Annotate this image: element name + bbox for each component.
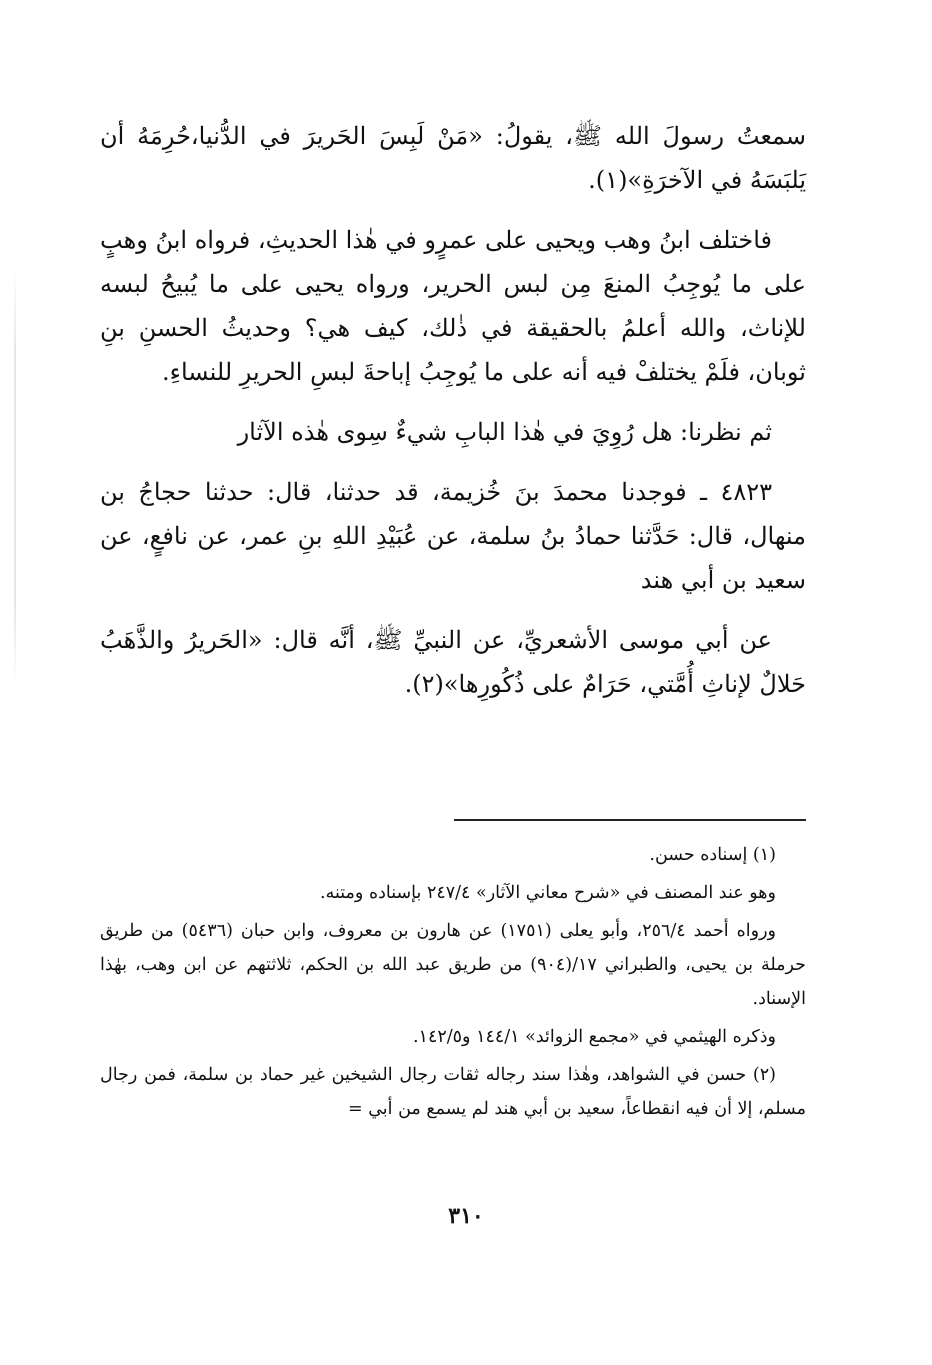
footnote-1-references: ورواه أحمد ٢٥٦/٤، وأبو يعلى (١٧٥١) عن هارون بن معروف، وابن حبان (٥٤٣٦) من طريق حرملة بن يحيى، والطبراني ١٧/(٩٠٤) من طريق عبد الله بن الحكم، ثلاثتهم عن ابن وهب، بهٰذا الإسناد.	[100, 921, 806, 1009]
footnote-2: (٢) حسن في الشواهد، وهٰذا سند رجاله ثقات رجال الشيخين غير حماد بن سلمة، فمن رجال مسلم، إلا أن فيه انقطاعاً، سعيد بن أبي هند لم يسمع من أبي =	[100, 1065, 806, 1119]
page-number: ٣١٠	[448, 1203, 484, 1229]
main-text	[100, 114, 806, 722]
footnote-1-haythami: وذكره الهيثمي في «مجمع الزوائد» ١٤٤/١ و١٤٢/٥.	[412, 1027, 776, 1047]
paragraph-matn: عن أبي موسى الأشعريِّ، عن النبيِّ ﷺ، أنَّه قال: «الحَريرُ والذَّهَبُ حَلالٌ لإناثِ أُمَّتي، حَرَامٌ على ذُكُورِها»(٢).	[100, 626, 806, 698]
footnote-1: (١) إسناده حسن.	[649, 845, 776, 865]
paragraph-isnad-4823: ٤٨٢٣ ـ فوجدنا محمدَ بنَ خُزيمة، قد حدثنا، قال: حدثنا حجاجُ بن منهال، قال: حَدَّثنا حمادُ بنُ سلمة، عن عُبَيْدِ اللهِ بنِ عمر، عن نافعٍ، عن سعيد بن أبي هند	[100, 478, 806, 594]
scan-edge-shadow	[14, 268, 16, 688]
footnote-1-source: وهو عند المصنف في «شرح معاني الآثار» ٢٤٧/٤ بإسناده ومتنه.	[320, 883, 776, 903]
footnote-separator	[454, 819, 806, 821]
paragraph-hadith-quote: سمعتُ رسولَ الله ﷺ، يقولُ: «مَنْ لَبِسَ الحَريرَ في الدُّنيا،حُرِمَهُ أن يَلبَسَهُ في الآخرَةِ»(١).	[100, 122, 806, 194]
paragraph-inquiry: ثم نظرنا: هل رُوِيَ في هٰذا البابِ شيءٌ سِوى هٰذه الآثار	[237, 418, 772, 446]
footnotes	[100, 838, 806, 1130]
paragraph-commentary: فاختلف ابنُ وهب ويحيى على عمرٍو في هٰذا الحديثِ، فرواه ابنُ وهبٍ على ما يُوجِبُ المنعَ مِن لبس الحرير، ورواه يحيى على ما يُبيحُ لبسه للإناث، والله أعلمُ بالحقيقة في ذٰلك، كيف هي؟ وحديثُ الحسنِ بنِ ثوبان، فلَمْ يختلفْ فيه أنه على ما يُوجِبُ إباحةَ لبسِ الحريرِ للنساءِ.	[100, 226, 806, 386]
